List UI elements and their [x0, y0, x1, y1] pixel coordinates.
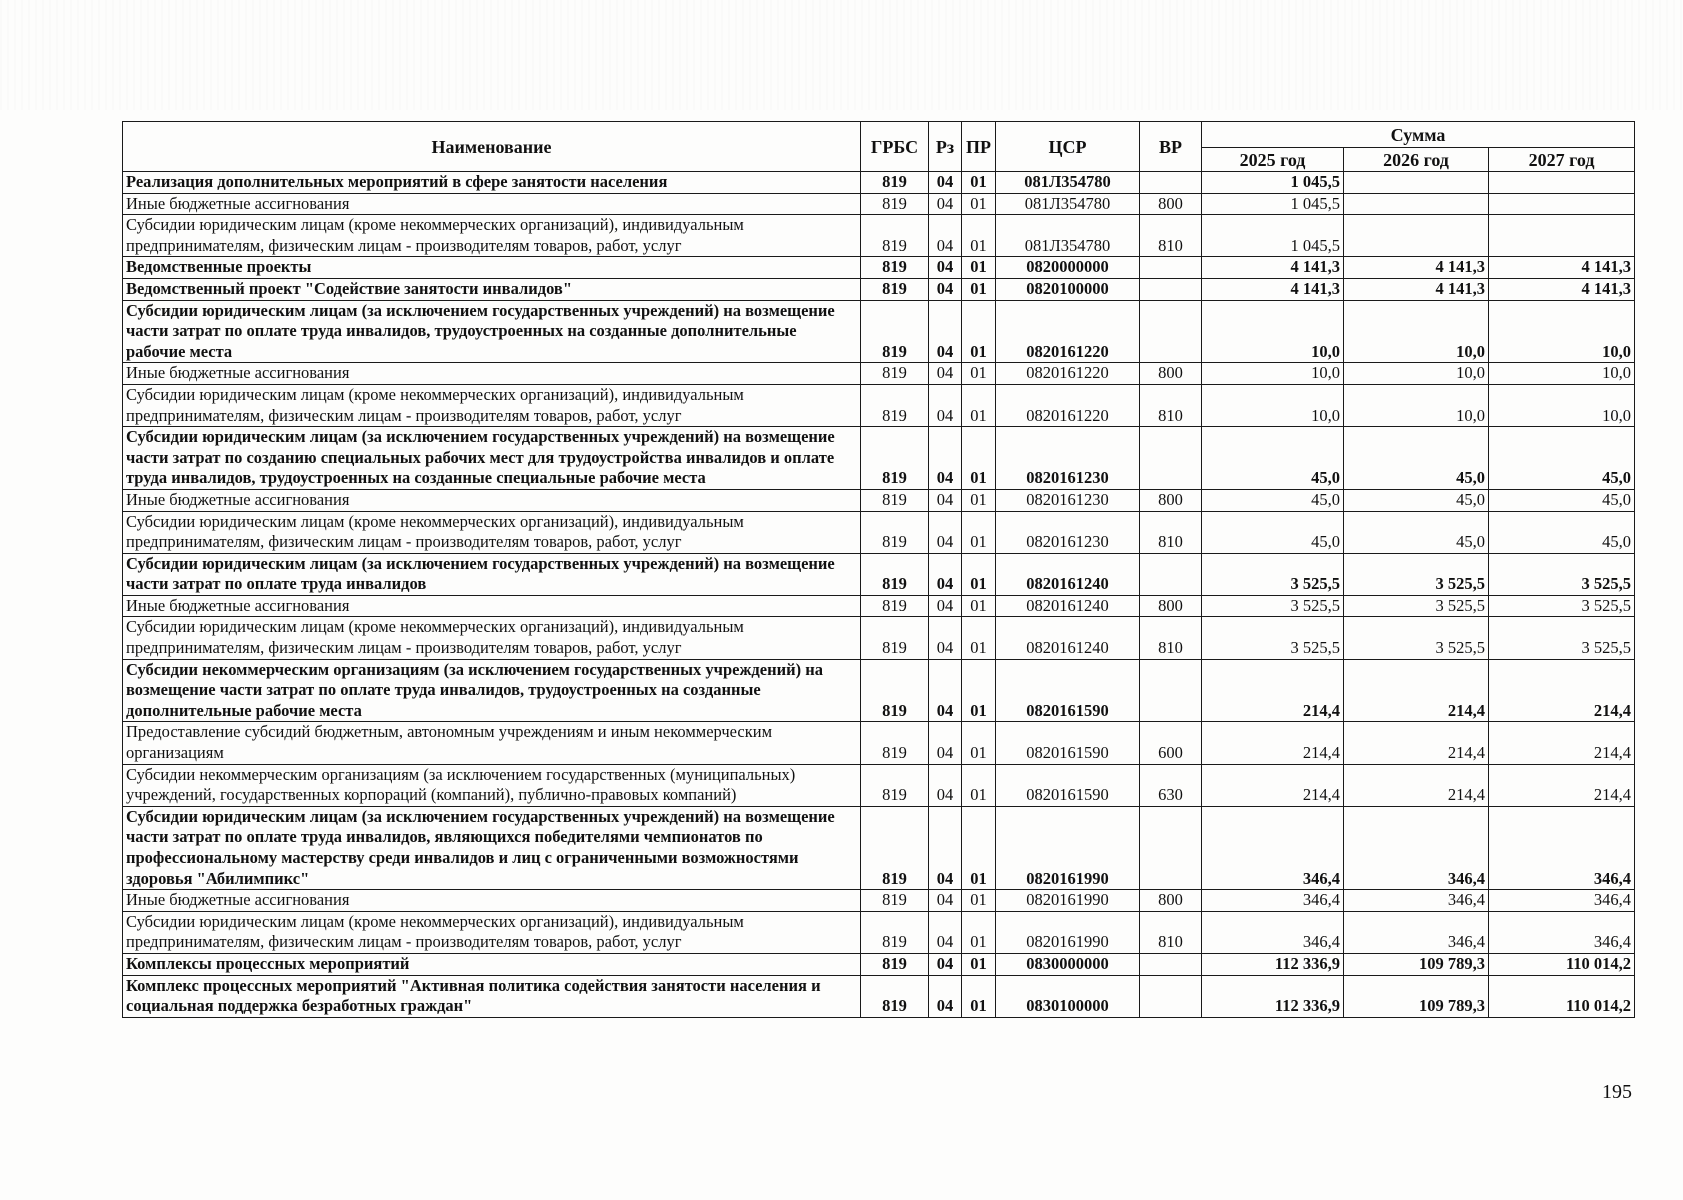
row-vr: 800 — [1140, 193, 1202, 215]
row-pr: 01 — [962, 975, 996, 1017]
row-vr: 800 — [1140, 489, 1202, 511]
row-pr: 01 — [962, 953, 996, 975]
row-amount-2025: 10,0 — [1202, 384, 1344, 426]
table-row — [123, 384, 1635, 426]
row-grbs: 819 — [861, 511, 929, 553]
row-rz: 04 — [929, 215, 962, 257]
row-csr: 081Л354780 — [996, 215, 1140, 257]
row-amount-2026: 4 141,3 — [1344, 278, 1489, 300]
row-csr: 0820161590 — [996, 764, 1140, 806]
row-amount-2026: 346,4 — [1344, 890, 1489, 912]
table-row — [123, 489, 1635, 511]
header-csr: ЦСР — [996, 122, 1140, 172]
row-name: Субсидии юридическим лицам (кроме некоммерческих организаций), индивидуальным предпринимателям, физическим лицам - производителям товаров, работ, услуг — [123, 511, 861, 553]
row-vr — [1140, 975, 1202, 1017]
row-amount-2025: 1 045,5 — [1202, 172, 1344, 194]
row-amount-2027: 214,4 — [1489, 659, 1635, 722]
row-pr: 01 — [962, 257, 996, 279]
row-name: Субсидии юридическим лицам (кроме некоммерческих организаций), индивидуальным предпринимателям, физическим лицам - производителям товаров, работ, услуг — [123, 911, 861, 953]
row-amount-2026: 10,0 — [1344, 384, 1489, 426]
table-row — [123, 659, 1635, 722]
row-pr: 01 — [962, 659, 996, 722]
table-row — [123, 215, 1635, 257]
row-vr: 800 — [1140, 363, 1202, 385]
row-amount-2025: 214,4 — [1202, 722, 1344, 764]
row-vr: 810 — [1140, 384, 1202, 426]
row-amount-2027: 3 525,5 — [1489, 553, 1635, 595]
row-grbs: 819 — [861, 489, 929, 511]
header-rz: Рз — [929, 122, 962, 172]
row-pr: 01 — [962, 617, 996, 659]
row-amount-2027: 214,4 — [1489, 764, 1635, 806]
row-vr — [1140, 953, 1202, 975]
row-rz: 04 — [929, 278, 962, 300]
row-grbs: 819 — [861, 953, 929, 975]
row-name: Иные бюджетные ассигнования — [123, 363, 861, 385]
row-name: Предоставление субсидий бюджетным, автономным учреждениям и иным некоммерческим организациям — [123, 722, 861, 764]
row-csr: 0820161240 — [996, 595, 1140, 617]
row-vr: 810 — [1140, 911, 1202, 953]
budget-table — [122, 121, 1635, 1018]
row-vr: 810 — [1140, 511, 1202, 553]
row-name: Комплексы процессных мероприятий — [123, 953, 861, 975]
row-amount-2026: 109 789,3 — [1344, 953, 1489, 975]
row-name: Иные бюджетные ассигнования — [123, 890, 861, 912]
row-csr: 0820161990 — [996, 890, 1140, 912]
row-rz: 04 — [929, 511, 962, 553]
page-number: 195 — [1602, 1081, 1632, 1103]
row-rz: 04 — [929, 617, 962, 659]
row-amount-2025: 346,4 — [1202, 890, 1344, 912]
row-amount-2026: 109 789,3 — [1344, 975, 1489, 1017]
row-grbs: 819 — [861, 257, 929, 279]
row-csr: 0820161220 — [996, 300, 1140, 363]
row-pr: 01 — [962, 193, 996, 215]
row-amount-2027: 45,0 — [1489, 427, 1635, 490]
row-amount-2027: 346,4 — [1489, 806, 1635, 889]
table-row — [123, 278, 1635, 300]
row-name: Субсидии некоммерческим организациям (за исключением государственных (муниципальных) учреждений, государственных корпораций (компаний), публично-правовых компаний) — [123, 764, 861, 806]
row-vr — [1140, 659, 1202, 722]
row-amount-2027: 110 014,2 — [1489, 975, 1635, 1017]
row-amount-2026: 346,4 — [1344, 911, 1489, 953]
row-pr: 01 — [962, 300, 996, 363]
row-csr: 0820161230 — [996, 427, 1140, 490]
row-rz: 04 — [929, 363, 962, 385]
row-amount-2026: 45,0 — [1344, 427, 1489, 490]
header-year-2027: 2027 год — [1489, 148, 1635, 172]
row-amount-2027: 4 141,3 — [1489, 257, 1635, 279]
row-amount-2025: 3 525,5 — [1202, 553, 1344, 595]
row-pr: 01 — [962, 172, 996, 194]
row-csr: 081Л354780 — [996, 193, 1140, 215]
row-name: Субсидии некоммерческим организациям (за исключением государственных учреждений) на возмещение части затрат по оплате труда инвалидов, трудоустроенных на созданные дополнительные рабочие места — [123, 659, 861, 722]
row-csr: 0820100000 — [996, 278, 1140, 300]
table-row — [123, 193, 1635, 215]
header-name: Наименование — [123, 122, 861, 172]
row-amount-2025: 1 045,5 — [1202, 193, 1344, 215]
row-amount-2026: 3 525,5 — [1344, 595, 1489, 617]
row-name: Субсидии юридическим лицам (за исключением государственных учреждений) на возмещение части затрат по оплате труда инвалидов, трудоустроенных на созданные дополнительные рабочие места — [123, 300, 861, 363]
row-csr: 0830100000 — [996, 975, 1140, 1017]
row-amount-2026: 45,0 — [1344, 511, 1489, 553]
row-csr: 0820161590 — [996, 659, 1140, 722]
row-grbs: 819 — [861, 553, 929, 595]
row-vr — [1140, 300, 1202, 363]
table-row — [123, 511, 1635, 553]
header-pr: ПР — [962, 122, 996, 172]
row-amount-2025: 10,0 — [1202, 300, 1344, 363]
row-grbs: 819 — [861, 427, 929, 490]
row-pr: 01 — [962, 427, 996, 490]
row-csr: 0830000000 — [996, 953, 1140, 975]
row-name: Иные бюджетные ассигнования — [123, 489, 861, 511]
header-year-2026: 2026 год — [1344, 148, 1489, 172]
row-rz: 04 — [929, 890, 962, 912]
row-rz: 04 — [929, 172, 962, 194]
row-name: Субсидии юридическим лицам (кроме некоммерческих организаций), индивидуальным предпринимателям, физическим лицам - производителям товаров, работ, услуг — [123, 384, 861, 426]
row-amount-2026 — [1344, 193, 1489, 215]
row-grbs: 819 — [861, 384, 929, 426]
row-name: Субсидии юридическим лицам (кроме некоммерческих организаций), индивидуальным предпринимателям, физическим лицам - производителям товаров, работ, услуг — [123, 215, 861, 257]
row-amount-2027: 3 525,5 — [1489, 595, 1635, 617]
row-csr: 0820161590 — [996, 722, 1140, 764]
row-amount-2026: 3 525,5 — [1344, 553, 1489, 595]
row-pr: 01 — [962, 384, 996, 426]
row-name: Комплекс процессных мероприятий "Активная политика содействия занятости населения и социальная поддержка безработных граждан" — [123, 975, 861, 1017]
table-row — [123, 953, 1635, 975]
row-csr: 0820161220 — [996, 384, 1140, 426]
table-row — [123, 172, 1635, 194]
row-amount-2027 — [1489, 215, 1635, 257]
row-grbs: 819 — [861, 890, 929, 912]
row-rz: 04 — [929, 595, 962, 617]
row-name: Ведомственные проекты — [123, 257, 861, 279]
row-amount-2026: 3 525,5 — [1344, 617, 1489, 659]
row-amount-2027: 45,0 — [1489, 489, 1635, 511]
row-amount-2025: 214,4 — [1202, 659, 1344, 722]
row-vr: 630 — [1140, 764, 1202, 806]
row-pr: 01 — [962, 595, 996, 617]
row-amount-2026: 10,0 — [1344, 300, 1489, 363]
header-year-2025: 2025 год — [1202, 148, 1344, 172]
row-csr: 0820161220 — [996, 363, 1140, 385]
row-grbs: 819 — [861, 764, 929, 806]
row-name: Субсидии юридическим лицам (за исключением государственных учреждений) на возмещение части затрат по оплате труда инвалидов — [123, 553, 861, 595]
row-grbs: 819 — [861, 722, 929, 764]
table-row — [123, 257, 1635, 279]
row-amount-2025: 1 045,5 — [1202, 215, 1344, 257]
row-rz: 04 — [929, 975, 962, 1017]
row-pr: 01 — [962, 553, 996, 595]
row-amount-2027 — [1489, 172, 1635, 194]
row-rz: 04 — [929, 764, 962, 806]
row-amount-2025: 45,0 — [1202, 489, 1344, 511]
row-amount-2026: 346,4 — [1344, 806, 1489, 889]
row-amount-2027: 10,0 — [1489, 363, 1635, 385]
row-amount-2025: 10,0 — [1202, 363, 1344, 385]
row-grbs: 819 — [861, 215, 929, 257]
row-amount-2026: 214,4 — [1344, 659, 1489, 722]
row-grbs: 819 — [861, 975, 929, 1017]
row-rz: 04 — [929, 659, 962, 722]
row-grbs: 819 — [861, 617, 929, 659]
table-row — [123, 806, 1635, 889]
row-amount-2025: 45,0 — [1202, 427, 1344, 490]
row-grbs: 819 — [861, 172, 929, 194]
row-grbs: 819 — [861, 911, 929, 953]
table-body — [123, 172, 1635, 1018]
row-csr: 0820161240 — [996, 617, 1140, 659]
table-header — [123, 122, 1635, 172]
row-grbs: 819 — [861, 278, 929, 300]
row-amount-2025: 112 336,9 — [1202, 953, 1344, 975]
row-amount-2027: 3 525,5 — [1489, 617, 1635, 659]
row-pr: 01 — [962, 806, 996, 889]
row-vr — [1140, 553, 1202, 595]
row-vr — [1140, 806, 1202, 889]
row-amount-2025: 45,0 — [1202, 511, 1344, 553]
row-amount-2025: 3 525,5 — [1202, 595, 1344, 617]
table-row — [123, 363, 1635, 385]
row-amount-2025: 346,4 — [1202, 911, 1344, 953]
row-pr: 01 — [962, 278, 996, 300]
row-csr: 0820161990 — [996, 911, 1140, 953]
row-amount-2026: 214,4 — [1344, 764, 1489, 806]
row-pr: 01 — [962, 511, 996, 553]
row-name: Реализация дополнительных мероприятий в сфере занятости населения — [123, 172, 861, 194]
row-rz: 04 — [929, 427, 962, 490]
row-csr: 0820161990 — [996, 806, 1140, 889]
header-grbs: ГРБС — [861, 122, 929, 172]
row-rz: 04 — [929, 384, 962, 426]
row-amount-2025: 112 336,9 — [1202, 975, 1344, 1017]
row-amount-2025: 4 141,3 — [1202, 278, 1344, 300]
header-sum: Сумма — [1202, 122, 1635, 148]
row-rz: 04 — [929, 489, 962, 511]
row-amount-2026: 45,0 — [1344, 489, 1489, 511]
row-name: Субсидии юридическим лицам (за исключением государственных учреждений) на возмещение части затрат по оплате труда инвалидов, являющихся победителями чемпионатов по профессиональному мастерству среди инвалидов и лиц с ограниченными возможностями здоровья "Абилимпикс" — [123, 806, 861, 889]
row-vr — [1140, 172, 1202, 194]
row-vr: 810 — [1140, 617, 1202, 659]
row-rz: 04 — [929, 953, 962, 975]
row-grbs: 819 — [861, 193, 929, 215]
row-amount-2025: 346,4 — [1202, 806, 1344, 889]
row-vr — [1140, 278, 1202, 300]
row-pr: 01 — [962, 722, 996, 764]
table-row — [123, 890, 1635, 912]
row-grbs: 819 — [861, 595, 929, 617]
row-amount-2027 — [1489, 193, 1635, 215]
row-pr: 01 — [962, 215, 996, 257]
table-row — [123, 764, 1635, 806]
row-amount-2026 — [1344, 215, 1489, 257]
row-name: Субсидии юридическим лицам (за исключением государственных учреждений) на возмещение части затрат по созданию специальных рабочих мест для трудоустройства инвалидов и оплате труда инвалидов, трудоустроенных на созданные специальные рабочие места — [123, 427, 861, 490]
row-amount-2027: 346,4 — [1489, 911, 1635, 953]
row-amount-2026: 10,0 — [1344, 363, 1489, 385]
table-row — [123, 722, 1635, 764]
table-row — [123, 975, 1635, 1017]
row-csr: 081Л354780 — [996, 172, 1140, 194]
row-rz: 04 — [929, 911, 962, 953]
row-amount-2025: 3 525,5 — [1202, 617, 1344, 659]
row-vr: 800 — [1140, 890, 1202, 912]
row-amount-2027: 4 141,3 — [1489, 278, 1635, 300]
row-name: Иные бюджетные ассигнования — [123, 193, 861, 215]
row-vr: 800 — [1140, 595, 1202, 617]
scan-texture — [0, 0, 1683, 110]
row-amount-2027: 110 014,2 — [1489, 953, 1635, 975]
row-amount-2026: 4 141,3 — [1344, 257, 1489, 279]
row-rz: 04 — [929, 193, 962, 215]
row-rz: 04 — [929, 553, 962, 595]
row-pr: 01 — [962, 489, 996, 511]
row-grbs: 819 — [861, 363, 929, 385]
row-vr: 600 — [1140, 722, 1202, 764]
table-row — [123, 911, 1635, 953]
row-csr: 0820000000 — [996, 257, 1140, 279]
row-name: Иные бюджетные ассигнования — [123, 595, 861, 617]
row-amount-2027: 45,0 — [1489, 511, 1635, 553]
row-pr: 01 — [962, 363, 996, 385]
table-row — [123, 617, 1635, 659]
table-row — [123, 595, 1635, 617]
row-vr — [1140, 257, 1202, 279]
table-row — [123, 553, 1635, 595]
table-row — [123, 300, 1635, 363]
row-amount-2027: 214,4 — [1489, 722, 1635, 764]
row-amount-2026 — [1344, 172, 1489, 194]
row-grbs: 819 — [861, 300, 929, 363]
row-amount-2025: 214,4 — [1202, 764, 1344, 806]
row-rz: 04 — [929, 257, 962, 279]
table-row — [123, 427, 1635, 490]
row-amount-2026: 214,4 — [1344, 722, 1489, 764]
row-csr: 0820161230 — [996, 489, 1140, 511]
row-vr: 810 — [1140, 215, 1202, 257]
row-grbs: 819 — [861, 806, 929, 889]
row-grbs: 819 — [861, 659, 929, 722]
row-amount-2027: 10,0 — [1489, 300, 1635, 363]
row-csr: 0820161240 — [996, 553, 1140, 595]
row-pr: 01 — [962, 764, 996, 806]
row-amount-2025: 4 141,3 — [1202, 257, 1344, 279]
row-rz: 04 — [929, 806, 962, 889]
row-csr: 0820161230 — [996, 511, 1140, 553]
row-name: Субсидии юридическим лицам (кроме некоммерческих организаций), индивидуальным предпринимателям, физическим лицам - производителям товаров, работ, услуг — [123, 617, 861, 659]
row-vr — [1140, 427, 1202, 490]
row-rz: 04 — [929, 300, 962, 363]
row-pr: 01 — [962, 890, 996, 912]
header-vr: ВР — [1140, 122, 1202, 172]
row-amount-2027: 346,4 — [1489, 890, 1635, 912]
row-amount-2027: 10,0 — [1489, 384, 1635, 426]
row-name: Ведомственный проект "Содействие занятости инвалидов" — [123, 278, 861, 300]
row-pr: 01 — [962, 911, 996, 953]
row-rz: 04 — [929, 722, 962, 764]
